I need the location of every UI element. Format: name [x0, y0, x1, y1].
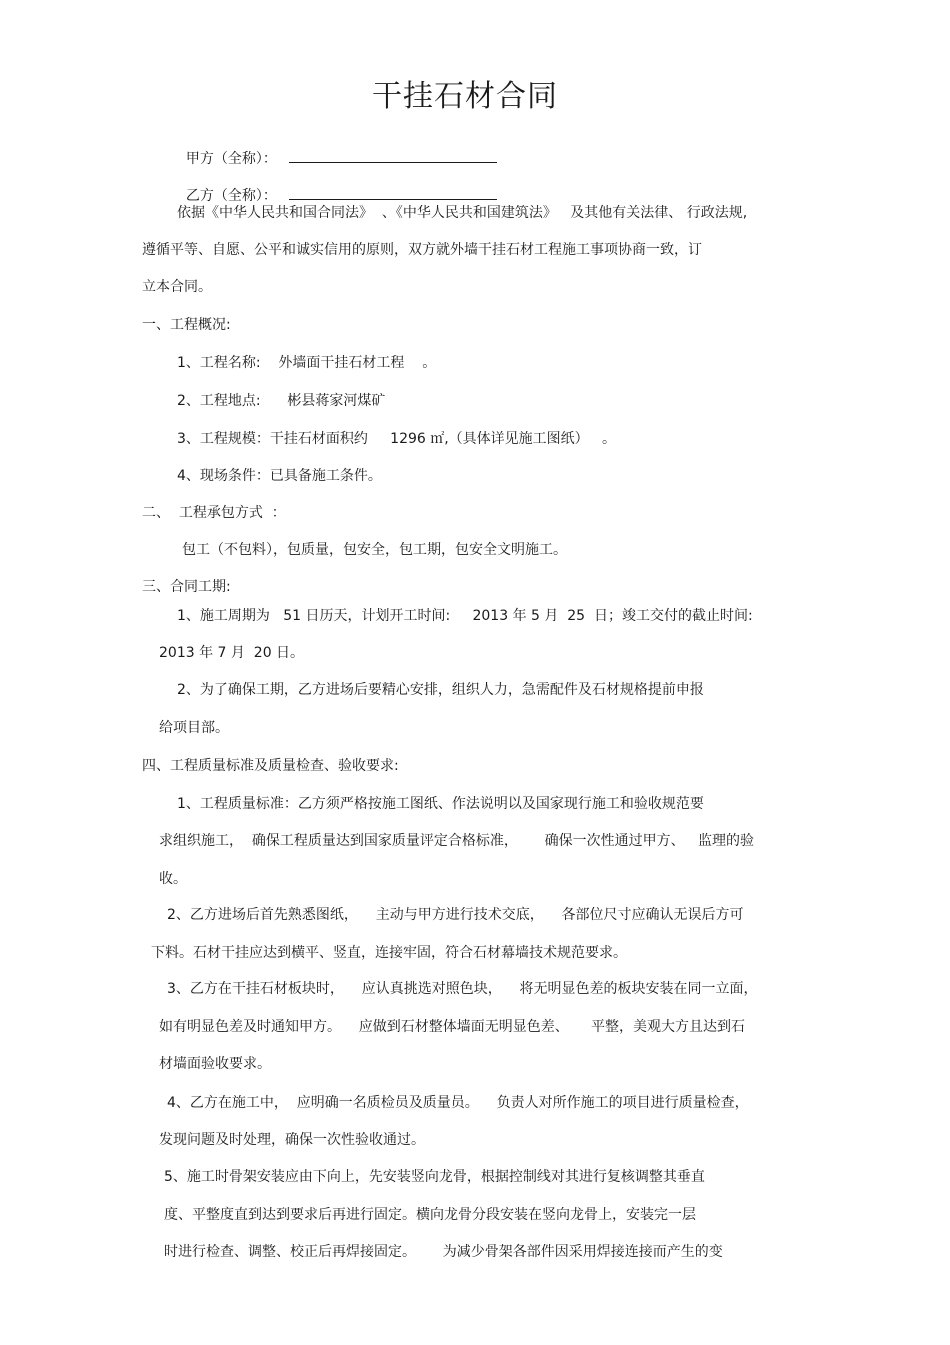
quality-line: 度、平整度直到达到要求后再进行固定。横向龙骨分段安装在竖向龙骨上，安装完一层 — [164, 1207, 696, 1223]
party-b-blank — [289, 185, 497, 200]
intro-line: 依据《中华人民共和国合同法》 、《中华人民共和国建筑法》 及其他有关法律、 行政法规, — [177, 205, 748, 221]
quality-line: 材墙面验收要求。 — [159, 1056, 271, 1072]
schedule-line: 2013 年 7 月 20 日。 — [159, 645, 305, 661]
intro-line: 立本合同。 — [142, 279, 212, 295]
intro-line: 遵循平等、自愿、公平和诚实信用的原则，双方就外墙干挂石材工程施工事项协商一致，订 — [142, 242, 702, 258]
project-location-line: 2、工程地点: 彬县蒋家河煤矿 — [177, 393, 386, 409]
quality-line: 2、乙方进场后首先熟悉图纸， 主动与甲方进行技术交底， 各部位尺寸应确认无误后方可 — [167, 907, 744, 923]
contract-method-line: 包工（不包料），包质量，包安全，包工期，包安全文明施工。 — [182, 542, 567, 558]
party-a-label: 甲方（全称）： — [185, 151, 277, 167]
quality-line: 时进行检查、调整、校正后再焊接固定。 为减少骨架各部件因采用焊接连接而产生的变 — [164, 1244, 723, 1260]
quality-line: 发现问题及时处理，确保一次性验收通过。 — [159, 1132, 425, 1148]
project-name-line: 1、工程名称: 外墙面干挂石材工程 。 — [177, 355, 437, 371]
quality-line: 1、工程质量标准：乙方须严格按施工图纸、作法说明以及国家现行施工和验收规范要 — [177, 796, 704, 812]
quality-line: 求组织施工， 确保工程质量达到国家质量评定合格标准， 确保一次性通过甲方、 监理的验 — [159, 833, 754, 849]
schedule-line: 1、施工周期为 51 日历天，计划开工时间: 2013 年 5 月 25 日；竣工交付的截止时间: — [177, 608, 753, 624]
site-conditions-line: 4、现场条件：已具备施工条件。 — [177, 468, 382, 484]
party-a-blank — [289, 148, 497, 163]
party-b-row — [177, 165, 497, 206]
section-heading-1: 一、工程概况: — [142, 317, 231, 333]
section-heading-4: 四、工程质量标准及质量检查、验收要求: — [142, 758, 399, 774]
schedule-line: 给项目部。 — [159, 720, 229, 736]
project-scale-line: 3、工程规模：干挂石材面积约 1296 ㎡,（具体详见施工图纸） 。 — [177, 431, 617, 447]
party-a-row — [177, 128, 497, 169]
quality-line: 4、乙方在施工中， 应明确一名质检员及质量员。 负责人对所作施工的项目进行质量检查， — [167, 1095, 749, 1111]
schedule-line: 2、为了确保工期，乙方进场后要精心安排，组织人力，急需配件及石材规格提前申报 — [177, 682, 704, 698]
party-b-label: 乙方（全称）： — [185, 188, 277, 204]
quality-line: 收。 — [159, 871, 187, 887]
quality-line: 5、施工时骨架安装应由下向上，先安装竖向龙骨，根据控制线对其进行复核调整其垂直 — [164, 1169, 705, 1185]
quality-line: 3、乙方在干挂石材板块时， 应认真挑选对照色块， 将无明显色差的板块安装在同一立面， — [167, 981, 758, 997]
section-heading-3: 三、合同工期: — [142, 579, 231, 595]
quality-line: 如有明显色差及时通知甲方。 应做到石材整体墙面无明显色差、 平整，美观大方且达到石 — [159, 1019, 746, 1035]
document-title: 干挂石材合同 — [372, 79, 558, 114]
quality-line: 下料。石材干挂应达到横平、竖直，连接牢固，符合石材幕墙技术规范要求。 — [151, 945, 627, 961]
section-heading-2: 二、 工程承包方式 ： — [142, 505, 286, 521]
